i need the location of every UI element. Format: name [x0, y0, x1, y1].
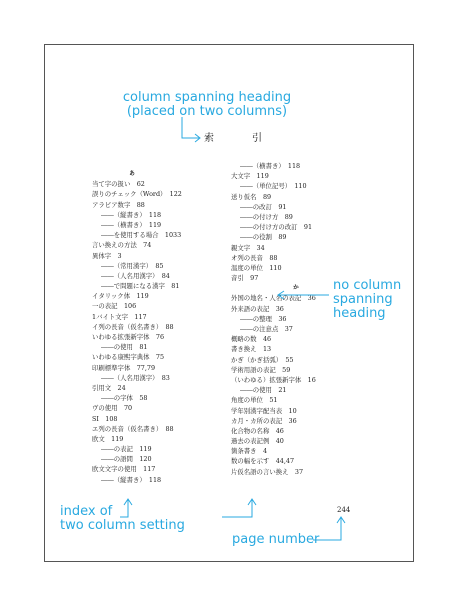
index-title: 索 引 — [204, 133, 276, 144]
arrow-index-left-connector — [120, 500, 128, 517]
index-entry: 化合物の名称 46 — [231, 426, 284, 435]
index-entry: いわゆる康熙字典体 75 — [92, 353, 165, 362]
index-entry: 箇条書き 4 — [231, 447, 268, 456]
index-entry: 外国の地名・人名の表記 36 — [231, 294, 316, 303]
index-entry: ――（人名用漢字） 83 — [101, 373, 170, 382]
index-entry: ――の付け方 89 — [240, 212, 293, 221]
index-entry: 学年別漢字配当表 10 — [231, 406, 297, 415]
index-entry: いわゆる拡張新字体 76 — [92, 333, 165, 341]
index-entry: ――（横書き） 119 — [101, 220, 162, 229]
index-entry: ――（横書き） 118 — [240, 162, 301, 170]
index-entry: イ列の長音（仮名書き） 88 — [92, 322, 174, 331]
index-entry: 数の幅を示す 44,47 — [231, 457, 295, 466]
index-entry: 欧文文字の使用 117 — [92, 465, 156, 474]
index-entry: ――（縦書き） 118 — [101, 475, 162, 484]
index-entry: ――（人名用漢字） 84 — [101, 271, 170, 280]
index-entry: かぎ（かぎ括弧） 55 — [231, 355, 294, 364]
index-entry: 親文字 34 — [231, 243, 265, 252]
annotation-line: two column setting — [60, 518, 185, 533]
index-entry: 言い換えの方法 74 — [92, 241, 152, 250]
annotation-page-number: page number — [232, 532, 320, 547]
index-entry: アラビア数字 88 — [92, 200, 145, 209]
index-entry: 印刷標準字体 77,79 — [92, 363, 156, 372]
index-entry: オ列の長音 88 — [231, 253, 278, 262]
index-entry: 過去の表記例 40 — [231, 437, 284, 446]
index-entry: ――の語間 120 — [101, 455, 152, 464]
index-entry: ――（単位記号） 110 — [240, 182, 307, 191]
index-entry: 誤りのチェック（Word） 122 — [92, 190, 182, 199]
index-entry: ――の役割 89 — [240, 233, 287, 242]
index-entry: （いわゆる）拡張新字体 16 — [231, 375, 316, 384]
page-number: 244 — [337, 506, 351, 514]
index-entry: 学術用語の表記 59 — [231, 365, 291, 374]
index-entry: 概略の数 46 — [231, 335, 272, 344]
index-entry: ――（常用漢字） 85 — [101, 261, 164, 270]
index-entry: ――の改訂 91 — [240, 202, 287, 211]
index-entry: 温度の単位 110 — [231, 263, 282, 272]
arrow-index-right-connector — [222, 500, 252, 517]
index-entry: 引用文 24 — [92, 383, 126, 392]
index-entry: ――の注意点 37 — [240, 325, 293, 333]
index-entry: ――の使用 81 — [101, 343, 148, 352]
index-entry: 一の表記 106 — [92, 302, 137, 311]
annotation-line: index of — [60, 504, 113, 519]
index-entry: ――の付け方の改訂 91 — [240, 223, 313, 232]
index-entry: ――を使用する場合 1033 — [101, 231, 182, 240]
annotation-line: (placed on two columns) — [126, 104, 288, 119]
index-entry: 片仮名語の言い換え 37 — [231, 467, 304, 476]
annotation-line: column spanning heading — [122, 90, 292, 105]
section-heading: あ — [129, 171, 135, 177]
annotation-line: heading — [333, 306, 386, 321]
index-entry: エ列の長音（仮名書き） 88 — [92, 424, 174, 433]
index-entry: ヴの使用 70 — [92, 404, 133, 413]
index-entry: ――の整理 36 — [240, 314, 287, 323]
index-entry: 書き換え 13 — [231, 345, 272, 354]
index-entry: 大文字 119 — [231, 172, 269, 181]
annotation-line: spanning — [333, 292, 393, 307]
index-entry: ――の使用 21 — [240, 386, 287, 395]
arrow-page-connector — [313, 518, 341, 540]
index-entry: ――の字体 58 — [101, 394, 148, 403]
index-entry: ――（縦書き） 118 — [101, 210, 162, 219]
index-entry: 当て字の扱い 62 — [92, 180, 145, 189]
index-entry: 外来語の表記 36 — [231, 304, 284, 313]
index-entry: 欧文 119 — [92, 434, 124, 443]
index-entry: 送り仮名 89 — [231, 192, 272, 201]
index-entry: 角度の単位 51 — [231, 396, 278, 405]
index-entry: ――の表記 119 — [101, 445, 152, 454]
section-heading: か — [293, 285, 299, 292]
index-entry: カ月・カ所の表記 36 — [231, 416, 297, 425]
index-entry: イタリック体 119 — [92, 292, 149, 301]
index-entry: ――で問題になる漢字 81 — [101, 282, 180, 291]
index-entry: 音引 97 — [231, 274, 259, 283]
index-entry: SI 108 — [92, 414, 118, 423]
index-entry: 異体字 3 — [92, 251, 122, 260]
index-entry: 1バイト文字 117 — [92, 312, 147, 321]
annotation-line: no column — [333, 278, 402, 293]
